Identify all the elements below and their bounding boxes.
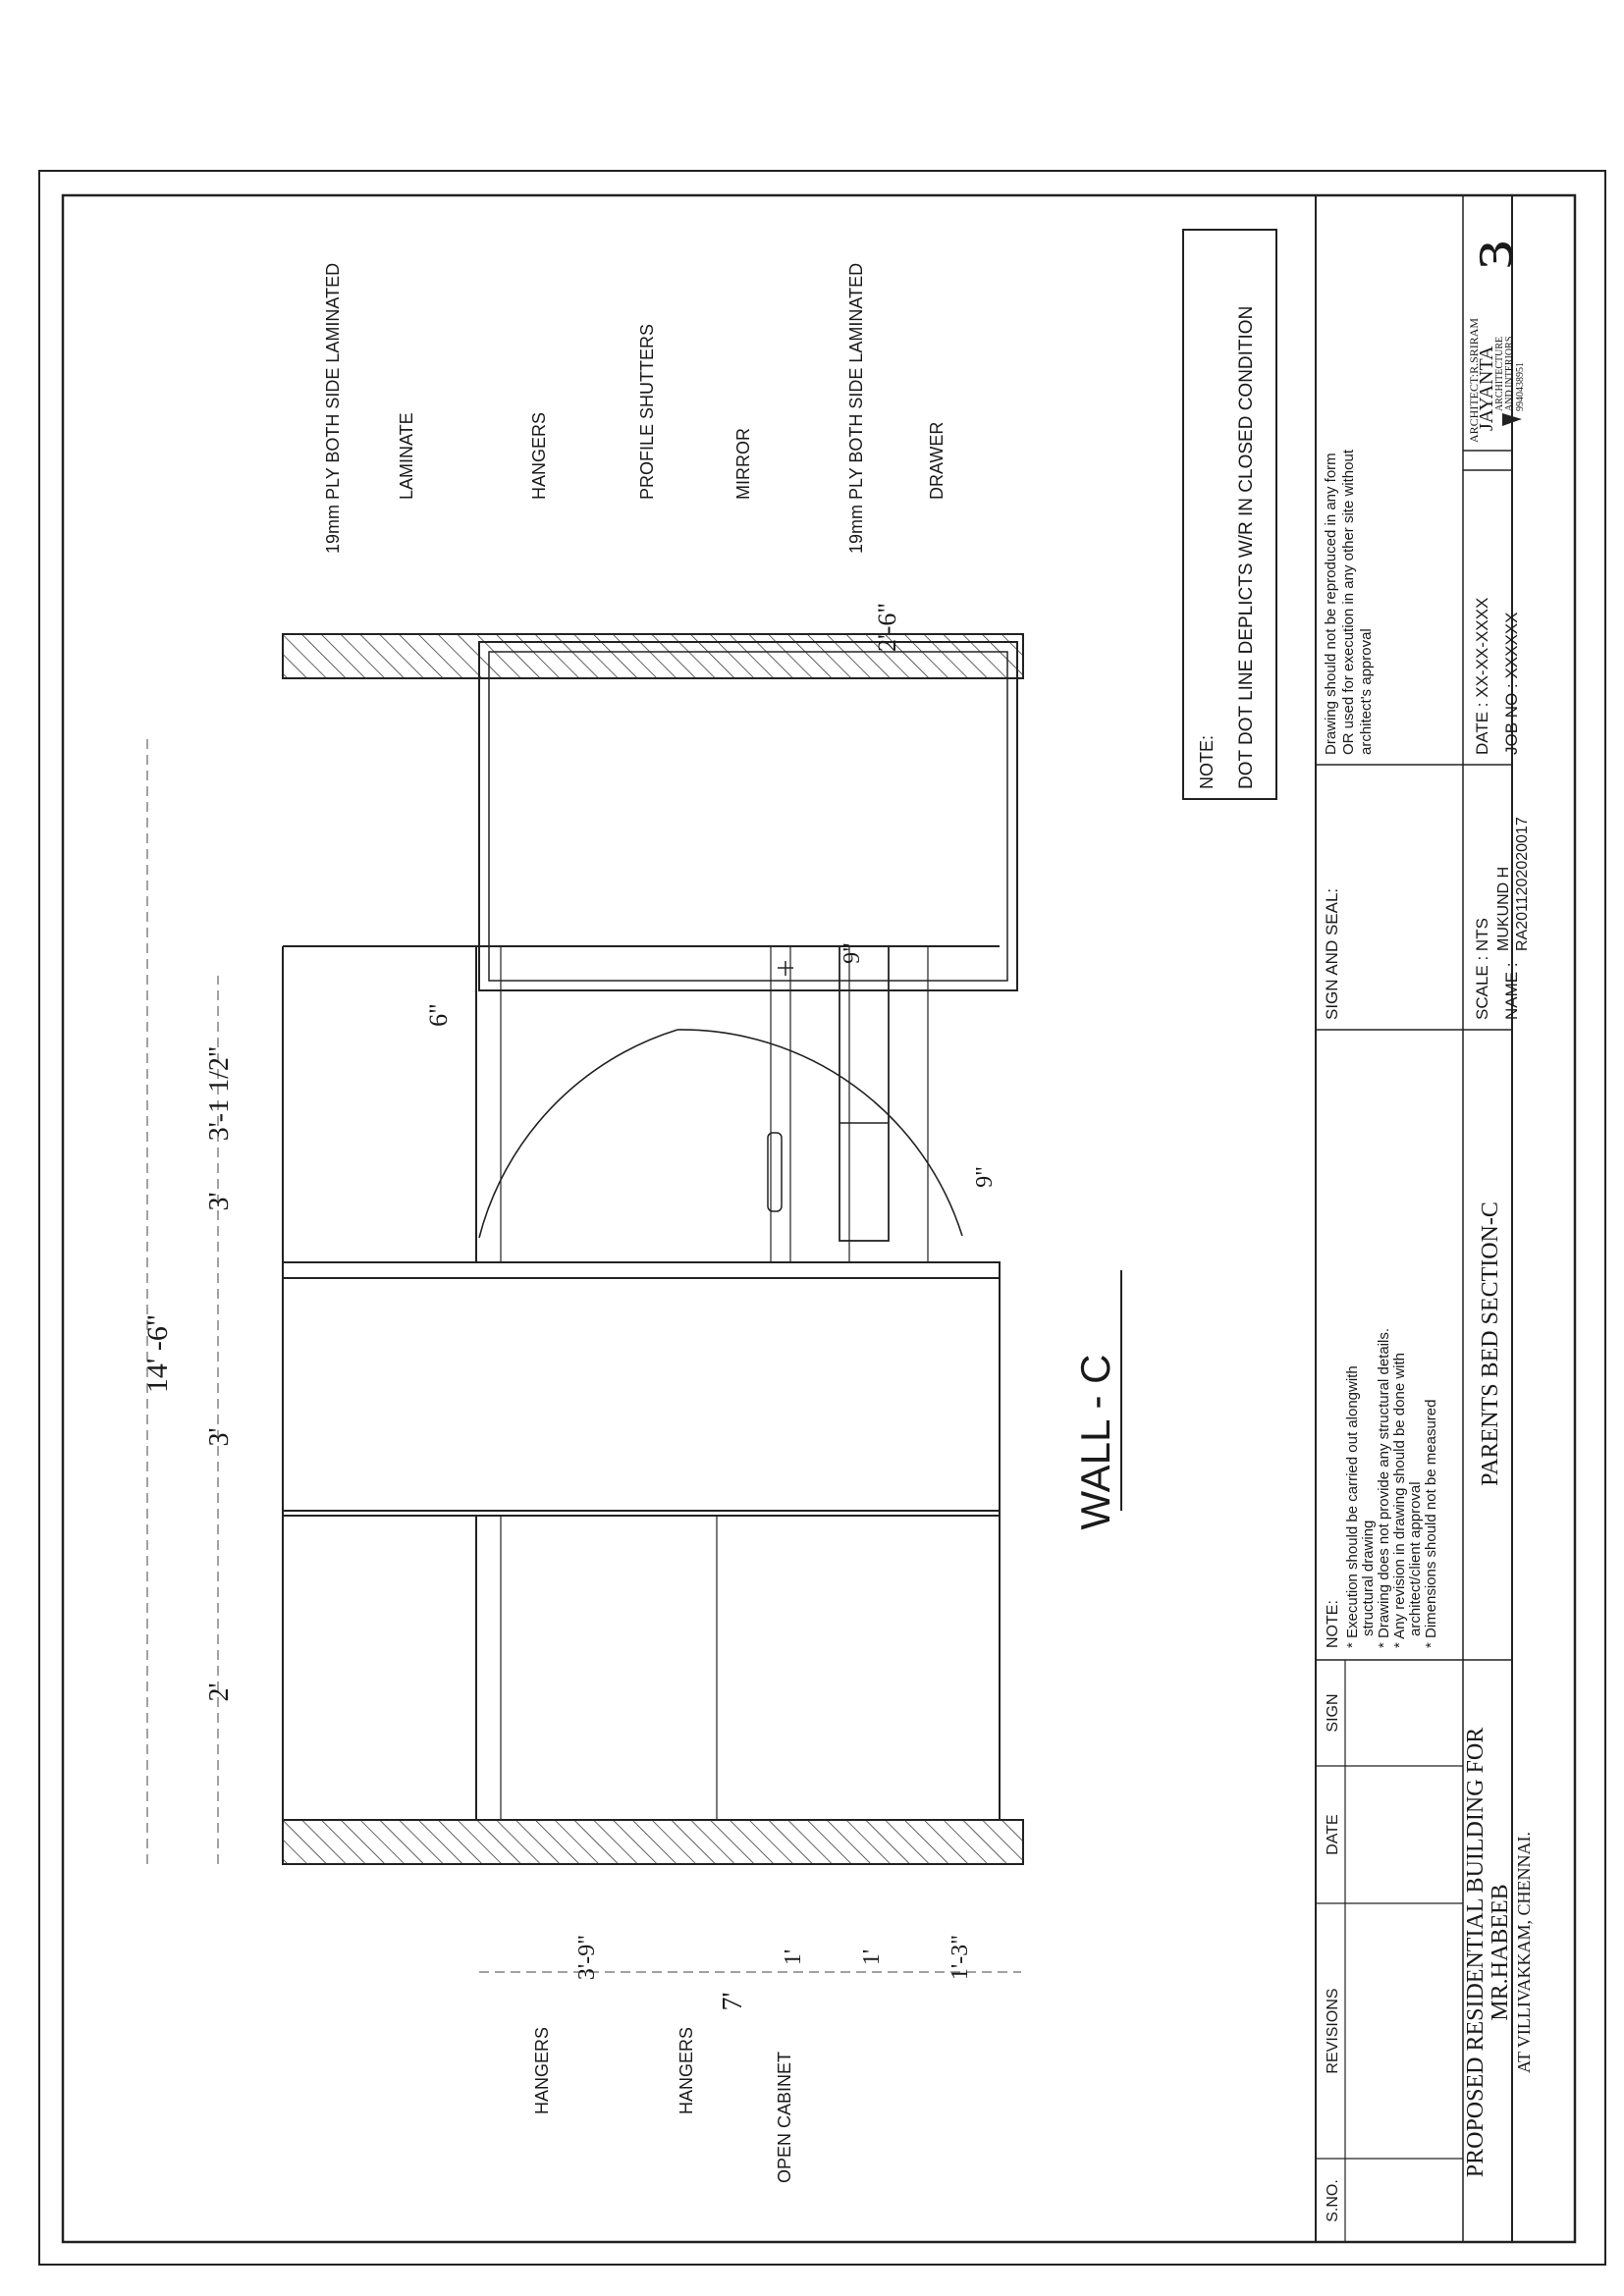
- view-title: WALL - C: [1072, 1354, 1118, 1530]
- date: DATE : XX-XX-XXXX: [1473, 597, 1491, 755]
- copyright-3: architect's approval: [1358, 628, 1375, 755]
- dim-seg-2: 3': [204, 1427, 235, 1447]
- label-hangers-2: HANGERS: [677, 2026, 696, 2114]
- dim-depth-3: 1': [859, 1949, 885, 1966]
- rev-date: DATE: [1325, 1814, 1341, 1855]
- firm-phone: 9940438951: [1515, 362, 1526, 411]
- label-open-cabinet: OPEN CABINET: [775, 2051, 794, 2183]
- dim-depth-1: 3'-9": [574, 1934, 600, 1981]
- sign-seal: SIGN AND SEAL:: [1323, 887, 1341, 1020]
- mirror-frame: [479, 642, 1017, 990]
- label-laminate: LAMINATE: [397, 412, 416, 500]
- sheet-title: PARENTS BED SECTION-C: [1478, 1201, 1503, 1486]
- label-hangers-1: HANGERS: [532, 2026, 552, 2114]
- dim-depth-4: 1'-3": [947, 1934, 973, 1981]
- name-label: NAME :: [1502, 962, 1521, 1020]
- mirror-inner: [489, 652, 1007, 981]
- project-line-2: MR.HABEEB: [1488, 1884, 1513, 2021]
- dim-right-gap: 2'-6": [873, 603, 901, 652]
- copyright-2: OR used for execution in any other site without: [1340, 449, 1357, 755]
- dim-drawer-offset: 9": [839, 942, 865, 964]
- note-line-6: * Dimensions should not be measured: [1423, 1399, 1439, 1648]
- note-box-text: DOT DOT LINE DEPLICTS W/R IN CLOSED CONDITION: [1236, 305, 1257, 789]
- mirror-arc: [479, 1030, 962, 1238]
- wardrobe-outline: [283, 1262, 1000, 1820]
- drawing-area: [141, 195, 1534, 2242]
- note-line-1: * Execution should be carried out alongwith: [1344, 1365, 1361, 1648]
- rev-sign: SIGN: [1325, 1693, 1341, 1733]
- outer-border: [39, 171, 1605, 2265]
- wall-hatch-left: [283, 1820, 1023, 1864]
- firm-sub2: AND INTERIORS: [1504, 336, 1515, 411]
- label-ply-1: 19mm PLY BOTH SIDE LAMINATED: [323, 262, 343, 554]
- note-line-2: structural drawing: [1360, 1520, 1377, 1636]
- dim-arc-offset: 9": [972, 1166, 998, 1188]
- dim-seg-4: 3'-1 1/2": [204, 1045, 235, 1142]
- notes-heading: NOTE:: [1325, 1600, 1341, 1648]
- note-box: [1183, 230, 1276, 799]
- label-drawer: DRAWER: [927, 421, 947, 500]
- copyright-1: Drawing should not be reproduced in any form: [1323, 453, 1339, 755]
- dim-overall: 14' -6": [141, 1313, 174, 1394]
- project-line-3: AT VILLIVAKKAM, CHENNAI.: [1514, 1832, 1534, 2073]
- dim-depth-2: 1': [781, 1949, 806, 1966]
- label-mirror: MIRROR: [733, 428, 753, 500]
- note-line-5: architect/client approval: [1407, 1481, 1424, 1636]
- job-no: JOB NO : XXXXXX: [1502, 612, 1521, 755]
- firm-name: JAYANTA: [1476, 346, 1497, 431]
- firm-architect: ARCHITECT:R.SRIRAM: [1467, 317, 1481, 443]
- project-line-1: PROPOSED RESIDENTIAL BUILDING FOR: [1463, 1727, 1489, 2178]
- door-handle: [768, 1133, 782, 1211]
- rev-revisions: REVISIONS: [1325, 1988, 1341, 2074]
- reg-no: RA2011202020017: [1514, 817, 1531, 951]
- firm-emblem-icon: ɜ: [1452, 240, 1528, 269]
- label-ply-2: 19mm PLY BOTH SIDE LAMINATED: [846, 262, 866, 554]
- firm-sub1: ARCHITECTURE: [1494, 336, 1505, 411]
- dim-depth-total: 7': [718, 1992, 748, 2011]
- wall-hatch-right: [283, 634, 1023, 678]
- dim-seg-3: 3': [204, 1192, 235, 1211]
- scale: SCALE : NTS: [1473, 918, 1491, 1020]
- dim-mirror-offset: 6": [424, 1003, 453, 1027]
- label-hangers-top: HANGERS: [529, 411, 549, 500]
- name-value: MUKUND H: [1495, 866, 1512, 951]
- note-box-heading: NOTE:: [1197, 734, 1217, 789]
- note-line-4: * Any revision in drawing should be done with: [1391, 1352, 1408, 1648]
- note-line-3: * Drawing does not provide any structural details.: [1376, 1327, 1392, 1648]
- dim-seg-1: 2': [204, 1682, 235, 1702]
- label-profile-shutters: PROFILE SHUTTERS: [637, 323, 657, 500]
- rev-sno: S.NO.: [1325, 2179, 1341, 2222]
